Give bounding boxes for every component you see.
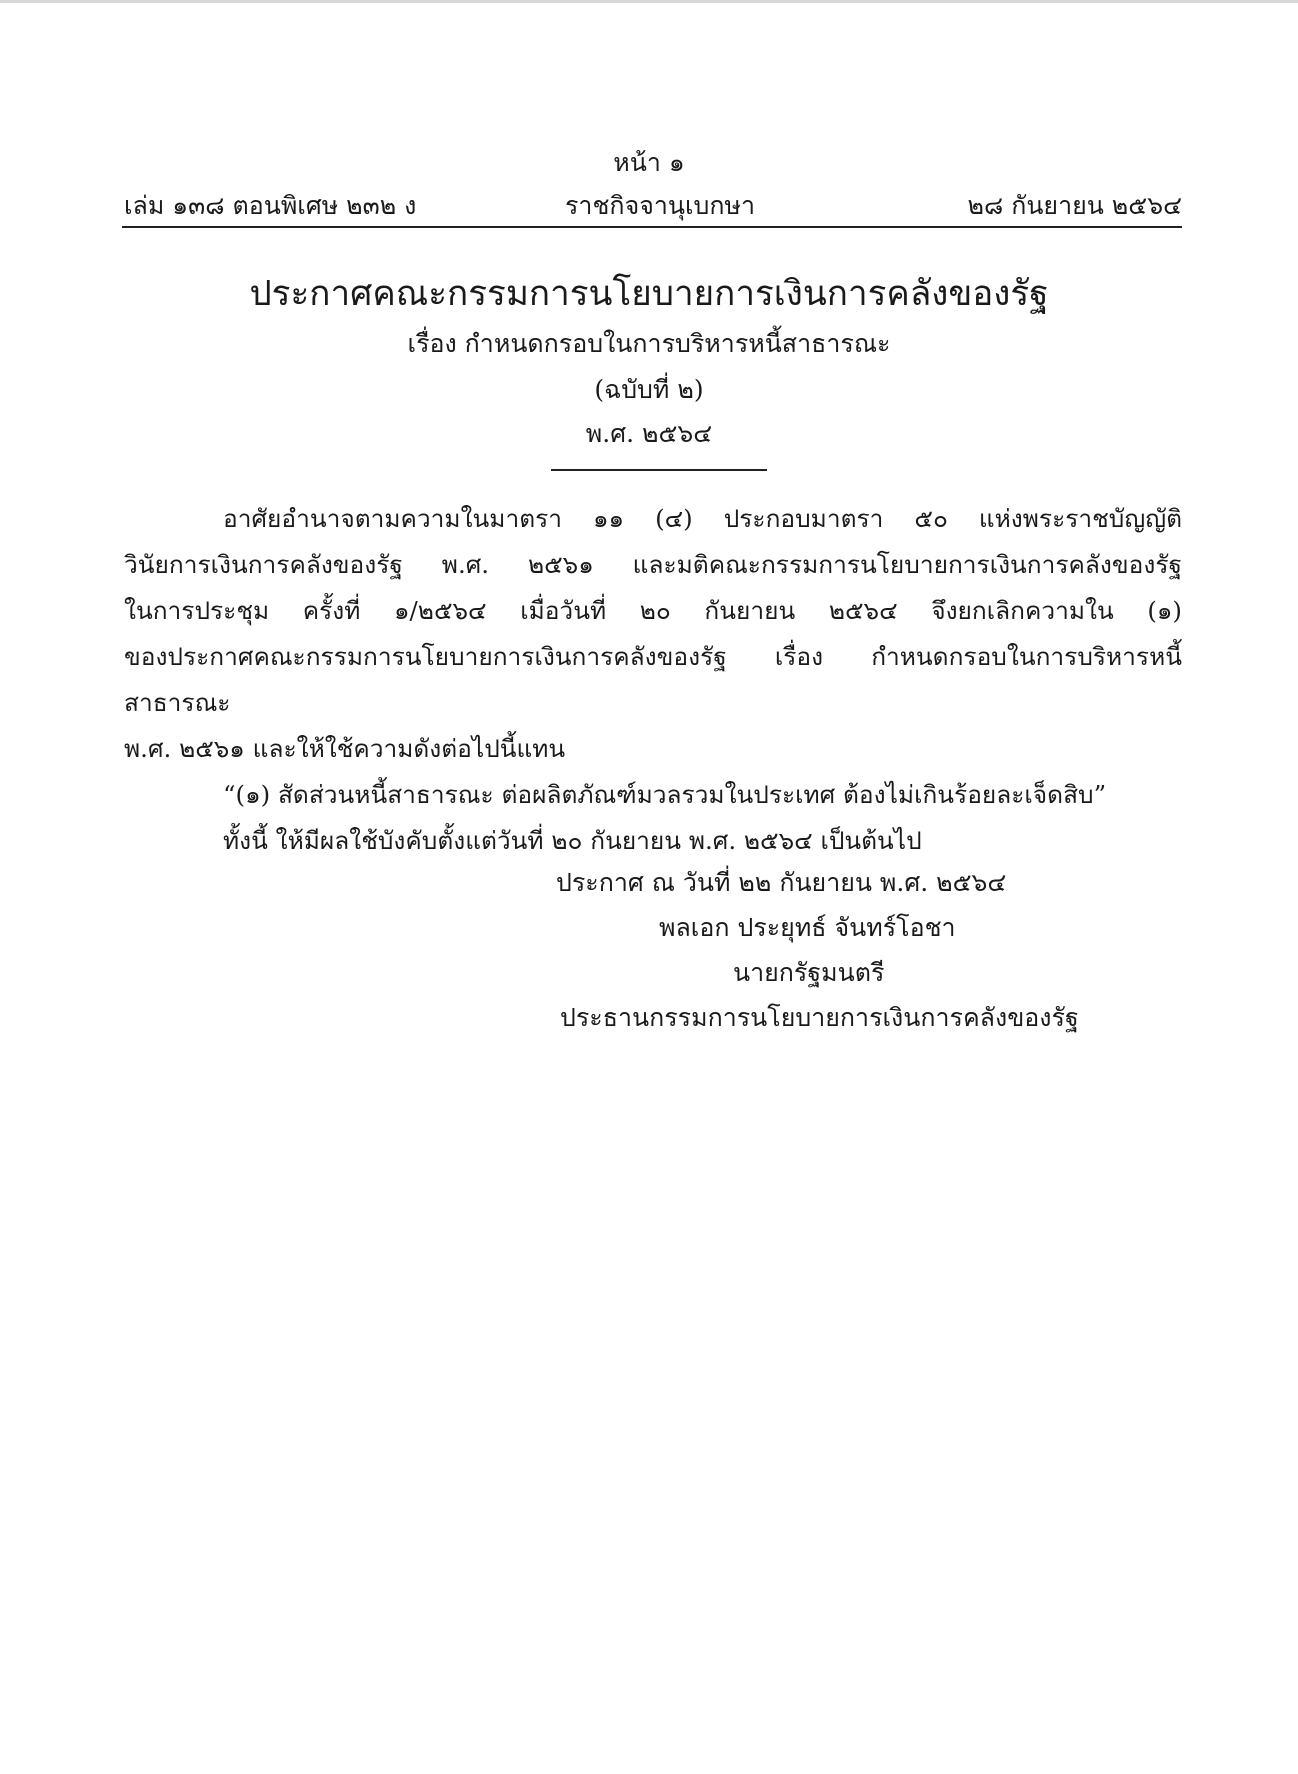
body-line-4: ของประกาศคณะกรรมการนโยบายการเงินการคลังของรัฐ เรื่อง กำหนดกรอบในการบริหารหนี้สาธารณะ — [124, 642, 1182, 717]
title-divider — [551, 469, 767, 471]
announcement-edition: (ฉบับที่ ๒) — [594, 375, 704, 404]
publication-date: ๒๘ กันยายน ๒๕๖๔ — [967, 191, 1182, 220]
signatory-position: นายกรัฐมนตรี — [733, 958, 885, 987]
signatory-role: ประธานกรรมการนโยบายการเงินการคลังของรัฐ — [560, 1003, 1079, 1032]
page-number: หน้า ๑ — [613, 148, 685, 177]
quoted-clause: “(๑) สัดส่วนหนี้สาธารณะ ต่อผลิตภัณฑ์มวลรวมในประเทศ ต้องไม่เกินร้อยละเจ็ดสิบ” — [223, 780, 1107, 809]
body-line-5: พ.ศ. ๒๕๖๑ และให้ใช้ความดังต่อไปนี้แทน — [124, 734, 566, 763]
body-line-3: ในการประชุม ครั้งที่ ๑/๒๕๖๔ เมื่อวันที่ ๒๐ กันยายน ๒๕๖๔ จึงยกเลิกความใน (๑) — [124, 596, 1182, 625]
effective-date-clause: ทั้งนี้ ให้มีผลใช้บังคับตั้งแต่วันที่ ๒๐ กันยายน พ.ศ. ๒๕๖๔ เป็นต้นไป — [223, 826, 922, 855]
announcement-year: พ.ศ. ๒๕๖๔ — [585, 419, 713, 448]
announcement-date: ประกาศ ณ วันที่ ๒๒ กันยายน พ.ศ. ๒๕๖๔ — [556, 868, 1007, 897]
announcement-body — [124, 496, 1182, 864]
body-line-1: อาศัยอำนาจตามความในมาตรา ๑๑ (๔) ประกอบมาตรา ๕๐ แห่งพระราชบัญญัติ — [223, 504, 1182, 533]
header-divider — [122, 226, 1182, 228]
announcement-subject: เรื่อง กำหนดกรอบในการบริหารหนี้สาธารณะ — [407, 329, 891, 358]
volume-info: เล่ม ๑๓๘ ตอนพิเศษ ๒๓๒ ง — [124, 191, 417, 220]
body-line-2: วินัยการเงินการคลังของรัฐ พ.ศ. ๒๕๖๑ และมติคณะกรรมการนโยบายการเงินการคลังของรัฐ — [124, 550, 1182, 579]
announcement-title: ประกาศคณะกรรมการนโยบายการเงินการคลังของรัฐ — [249, 274, 1049, 314]
signatory-name: พลเอก ประยุทธ์ จันทร์โอชา — [659, 913, 956, 942]
gazette-name: ราชกิจจานุเบกษา — [565, 191, 756, 220]
